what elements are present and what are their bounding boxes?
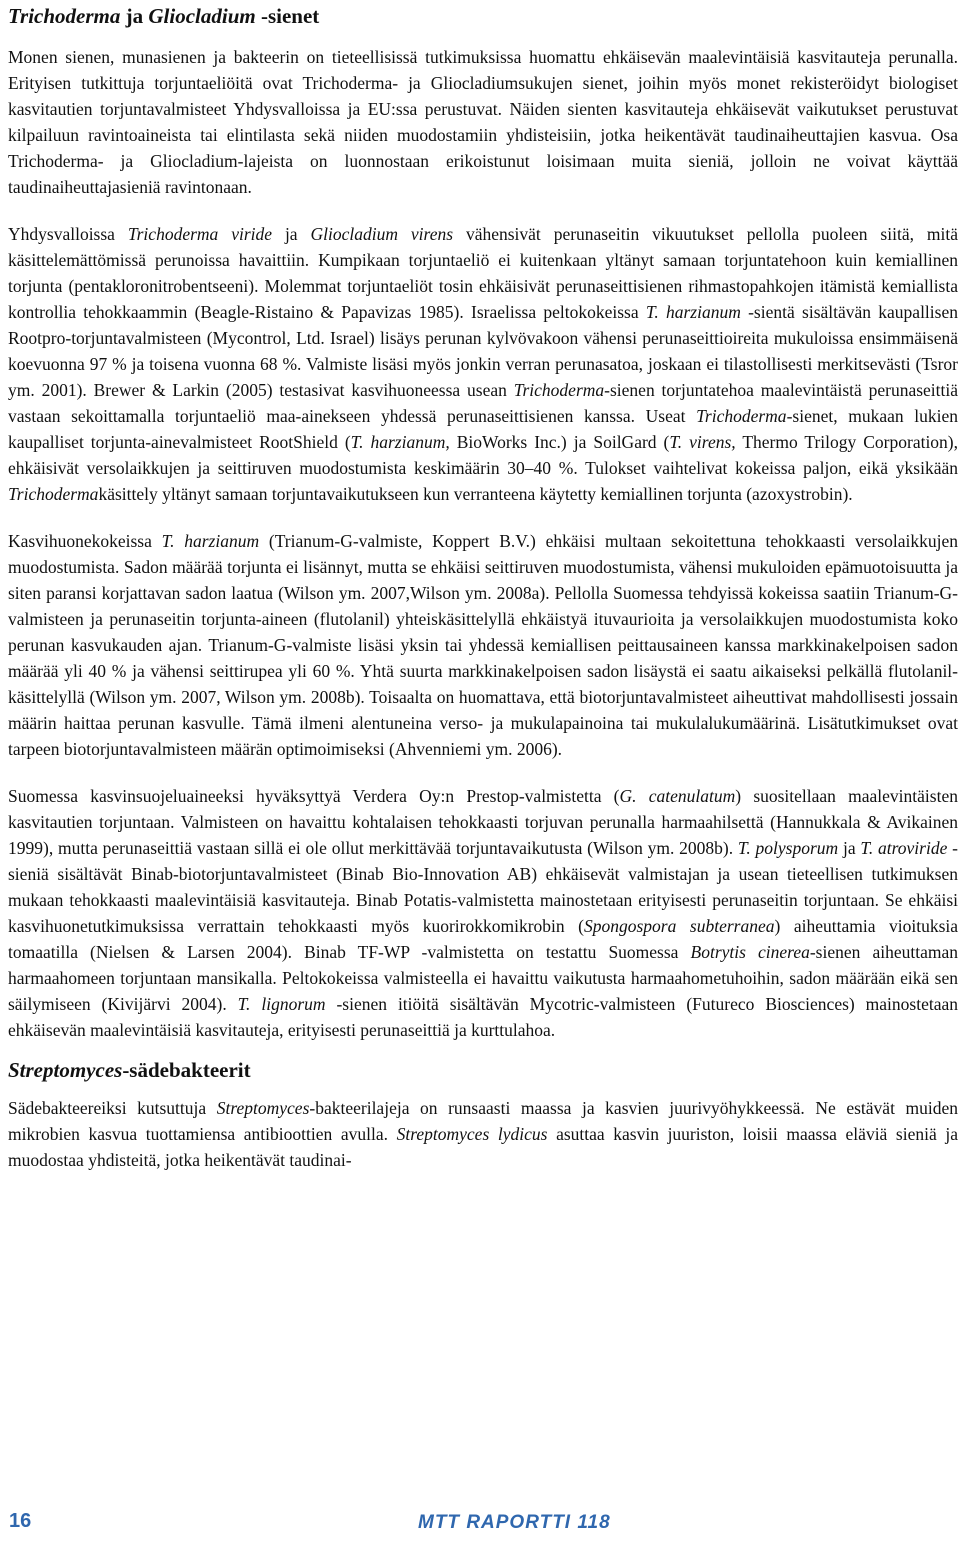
text-run: ) aiheuttamia vioituksia tomaatilla (Nielsen & Larsen 2004). Binab TF-WP -valmistetta on testattu Suomessa (8, 916, 959, 962)
text-run: ja (272, 224, 311, 244)
page-footer (0, 1508, 960, 1538)
text-run: asuttaa kasvin juuriston, loisii maassa eläviä sieniä ja muodostaa yhdisteitä, jotka heikentävät taudinai- (8, 1124, 958, 1170)
text-run: Thermo Trilogy Corporation), ehkäisivät versolaikkujen ja seittiruven muodostumista keskimäärin 30–40 %. Tulokset vaihtelivat kokeissa paljon, eikä yksikään (8, 432, 959, 478)
paragraph-intro (8, 44, 958, 200)
species-name: Spongospora subterranea (584, 916, 775, 936)
text-run: BioWorks Inc.) ja SoilGard ( (449, 432, 670, 452)
section-heading-streptomyces (8, 1057, 958, 1083)
text-run: Kasvihuonekokeissa (8, 531, 162, 551)
document-page (8, 0, 958, 1173)
species-name: T. harzianum, (350, 432, 450, 452)
text-run: (Trianum-G-valmiste, Koppert B.V.) ehkäisi multaan sekoitettuna tehokkaasti versolaikkujen muodostumista. Sadon määrää torjunta ei lisännyt, mutta se ehkäisi seittiruven muodostumista, vähensi mukuloiden epämuotoisuutta ja siten paransi korjattavan sadon laatua (Wilson ym. 2007,Wilson ym. 2008a). Pellolla Suomessa tehdyissä kokeissa saatiin Trianum-G-valmisteen ja perunaseitin torjunta-aineen (flutolanil) yhteiskäsittelyllä ehkäistyä ituvaurioita ja versolaikkujen muodostumista koko perunan kasvukauden ajan. Trianum-G-valmiste lisäsi yksin tai yhdessä kemiallisen peittausaineen kanssa markkinakelpoisen sadon määrää yli 40 % ja vähensi seittirupea yli 60 %. Yhtä suurta markkinakelpoisen sadon lisäystä ei saatu aikaiseksi pelkällä flutolanil-käsittelyllä (Wilson ym. 2007, Wilson ym. 2008b). Toisaalta on huomattava, että biotorjuntavalmisteet aiheuttivat mahdollisesti jossain määrin haittaa perunan kasvulle. Tämä ilmeni alentuneina verso- ja mukulapainoina tai mukulalukumäärinä. Lisätutkimukset ovat tarpeen biotorjuntavalmisteen määrän optimoimiseksi (Ahvenniemi ym. 2006). (8, 531, 958, 759)
text-run: ) suositellaan maalevintäisten kasvitautien torjuntaan. Valmisteen on havaittu kohtalaisen tehokkaasti torjuvan perunalla harmaahilsettä (Hannukkala & Avikainen 1999), mutta perunaseittiä vastaan sillä ei ole ollut merkittävää torjuntavaikutusta (Wilson ym. 2008b). (8, 786, 958, 858)
species-name: Gliocladium virens (310, 224, 454, 244)
species-name: Trichoderma (696, 406, 787, 426)
paragraph-usa-studies (8, 221, 958, 507)
paragraph-streptomyces (8, 1095, 958, 1173)
species-name: T. lignorum (237, 994, 326, 1014)
text-run: -sienen aiheuttaman harmaahomeen torjuntaan mansikalla. Peltokokeissa valmisteella ei havaittu vaikutusta harmaahometuhoihin, sadon määrään eikä sen säilymiseen (Kivijärvi 2004). (8, 942, 958, 1014)
species-name: Trichoderma (513, 380, 605, 400)
species-name: Streptomyces (216, 1098, 310, 1118)
text-run: -sienet, mukaan lukien kaupalliset torjunta-ainevalmisteet RootShield ( (8, 406, 958, 452)
text-run: -sienen itiöitä sisältävän Mycotric-valmisteen (Futureco Biosciences) mainostetaan ehkäisevän maalevintäisiä kasvitauteja, erityisesti perunaseittiä ja kurttulahoa. (8, 994, 958, 1040)
report-series-logo: MTT RAPORTTI 118 (418, 1512, 611, 1533)
heading-italic-part: Gliocladium (148, 4, 256, 28)
heading-text-part: -sienet (255, 4, 320, 28)
text-run: -sienen torjuntatehoa maalevintäistä perunaseittiä vastaan sekoittamalla torjuntaeliö maa-ainekseen yhdessä perunaseittisienen kanssa. Useat (8, 380, 959, 426)
paragraph-text: Monen sienen, munasienen ja bakteerin on tieteellisissä tutkimuksissa huomattu ehkäisevän maalevintäisiä kasvitauteja perunalla. Erityisen tutkittuja torjuntaeliöitä ovat Trichoderma- ja Gliocladiumsukujen sienet, joihin myös monet rekisteröidyt biologiset kasvitautien torjuntavalmisteet Yhdysvalloissa ja EU:ssa perustuvat. Näiden sienten kasvitauteja ehkäisevät vaikutukset perustuvat kilpailuun ravintoaineista tai elintilasta sekä niiden muodostamiin yhdisteisiin, jotka heikentävät taudinaiheuttajien kasvua. Osa Trichoderma- ja Gliocladium-lajeista on luonnostaan erikoistunut loisimaan muita sieniä, jolloin ne voivat käyttää taudinaiheuttajasieniä ravintonaan. (8, 47, 958, 197)
text-run: Suomessa kasvinsuojeluaineeksi hyväksyttyä Verdera Oy:n Prestop-valmistetta ( (8, 786, 620, 806)
heading-text-part: -sädebakteerit (122, 1058, 251, 1082)
section-heading-trichoderma (8, 3, 958, 29)
heading-italic-part: Trichoderma (8, 4, 121, 28)
species-name: Trichoderma viride (127, 224, 273, 244)
text-run: ja (838, 838, 861, 858)
paragraph-greenhouse-trials (8, 528, 958, 762)
paragraph-finland-products (8, 783, 958, 1043)
page-number: 16 (9, 1510, 32, 1532)
species-name: Trichoderma (8, 484, 99, 504)
species-name: T. polysporum (737, 838, 839, 858)
text-run: Yhdysvalloissa (8, 224, 128, 244)
species-name: T. harzianum (161, 531, 260, 551)
text-run: vähensivät perunaseitin vikuutukset pellolla puoleen siitä, mitä käsittelemättömissä perunoissa havaittiin. Kumpikaan torjuntaeliö ei kuitenkaan yltänyt samaan torjuntatehoon kuin kemiallinen torjunta (pentakloronitrobentseeni). Molemmat torjuntaeliöt tosin ehkäisivät perunaseittisienen rihmastopahkojen itämistä kemiallista kontrollia tehokkaammin (Beagle-Ristaino & Papavizas 1985). Israelissa peltokokeissa (8, 224, 958, 322)
species-name: T. virens, (669, 432, 736, 452)
species-name: T. harzianum (645, 302, 741, 322)
text-run: -sientä sisältävän kaupallisen Rootpro-torjuntavalmisteen (Mycontrol, Ltd. Israel) lisäys perunan kylvövakoon vähensi perunaseittioireita mukuloissa ensimmäisenä koevuonna 97 % ja toisena vuonna 68 %. Valmiste lisäsi myös jonkin verran perunasatoa, joskaan ei tilastollisesti merkitsevästi (Tsror ym. 2001). Brewer & Larkin (2005) testasivat kasvihuoneessa usean (8, 302, 958, 400)
text-run: -sieniä sisältävät Binab-biotorjuntavalmisteet (Binab Bio-Innovation AB) ehkäisevät valmistajan ja usean tieteellisen tutkimuksen mukaan tehokkaasti maalevintäisiä kasvitauteja. Binab Potatis-valmistetta mainostetaan erityisesti perunaseitin torjuntaan. Se ehkäisi kasvihuonetutkimuksissa verrattain tehokkaasti myös kuorirokkomikrobin ( (8, 838, 958, 936)
species-name: Streptomyces lydicus (396, 1124, 548, 1144)
text-run: käsittely yltänyt samaan torjuntavaikutukseen kun verranteena käytetty kemiallinen torjunta (azoxystrobin). (98, 484, 853, 504)
heading-text-part: ja (120, 4, 149, 28)
heading-italic-part: Streptomyces (8, 1058, 123, 1082)
species-name: Botrytis cinerea (690, 942, 810, 962)
text-run: -bakteerilajeja on runsaasti maassa ja kasvien juurivyöhykkeessä. Ne estävät muiden mikrobien kasvua tuottamiensa antibioottien avulla. (8, 1098, 958, 1144)
text-run: Sädebakteereiksi kutsuttuja (8, 1098, 217, 1118)
species-name: G. catenulatum (619, 786, 736, 806)
species-name: T. atroviride (860, 838, 948, 858)
